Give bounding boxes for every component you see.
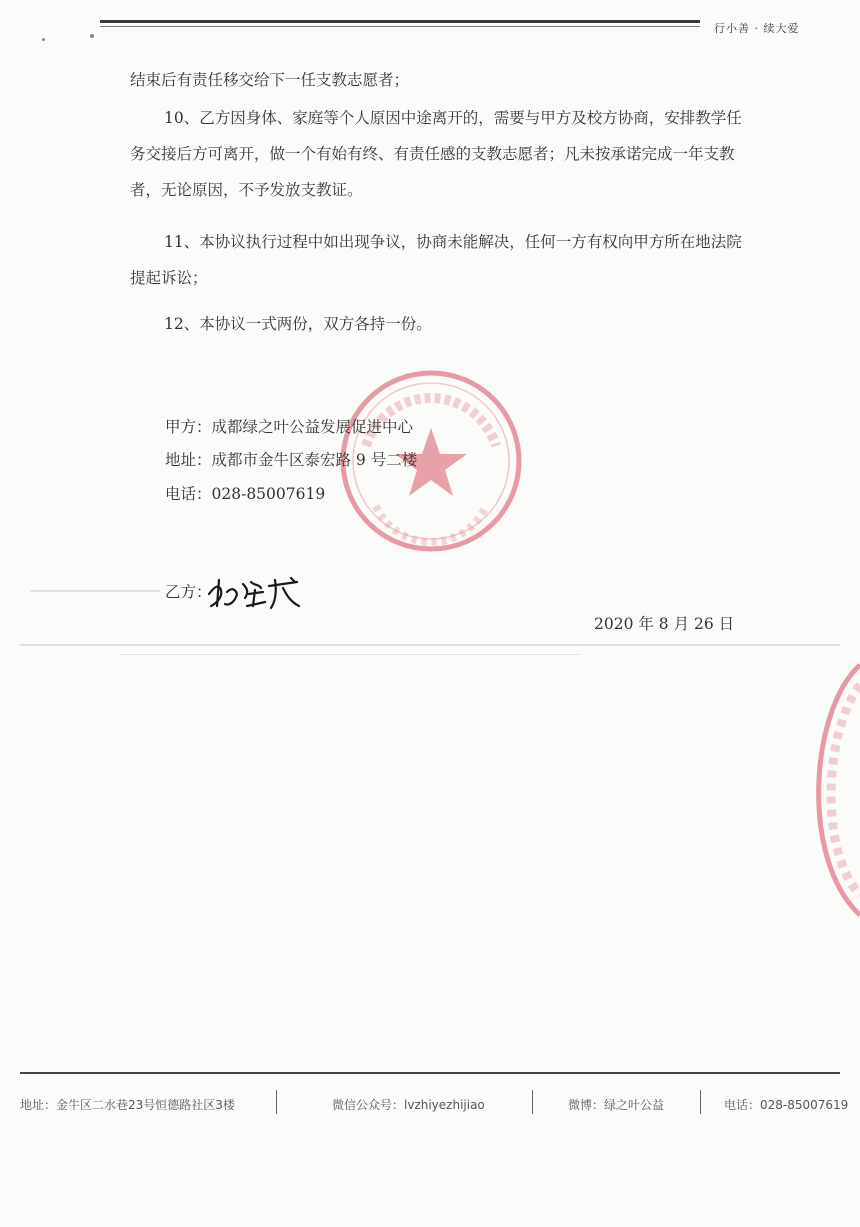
- scan-smudge: [20, 644, 840, 646]
- party-b-handwritten-signature: [205, 572, 305, 612]
- party-a-address: 地址：成都市金牛区泰宏路 9 号二楼: [165, 451, 418, 469]
- clause-12: 12、本协议一式两份，双方各持一份。: [164, 315, 432, 333]
- footer-phone: 电话：028-85007619: [724, 1098, 849, 1112]
- clause-10: 10、乙方因身体、家庭等个人原因中途离开的，需要与甲方及校方协商，安排教学任务交接后方可离开，做一个有始有终、有责任感的支教志愿者；凡未按承诺完成一年支教者，无论原因，不予发放支教证。: [130, 109, 742, 199]
- footer-address: 地址：金牛区二水巷23号恒德路社区3楼: [20, 1098, 235, 1112]
- footer-wechat: 微信公众号：lvzhiyezhijiao: [332, 1098, 485, 1112]
- scan-smudge: [120, 654, 580, 655]
- signing-date: 2020 年 8 月 26 日: [594, 615, 735, 633]
- body-line-1: 结束后有责任移交给下一任支教志愿者；: [130, 71, 410, 89]
- footer-rule: [20, 1072, 840, 1074]
- header-rule: [100, 20, 700, 23]
- header-rule-thin: [100, 26, 700, 27]
- partial-seal-stamp: [790, 660, 860, 920]
- scan-speck: [90, 34, 94, 38]
- header-slogan: 行小善 · 续大爱: [714, 22, 800, 35]
- party-a-name: 甲方：成都绿之叶公益发展促进中心: [165, 418, 414, 436]
- scan-speck: [42, 38, 45, 41]
- clause-11: 11、本协议执行过程中如出现争议，协商未能解决，任何一方有权向甲方所在地法院提起诉讼；: [130, 233, 742, 287]
- scan-smudge: [30, 590, 160, 592]
- party-a-phone: 电话：028-85007619: [165, 485, 326, 503]
- footer-separator: [276, 1090, 277, 1114]
- footer-weibo: 微博：绿之叶公益: [568, 1098, 665, 1112]
- footer-separator: [700, 1090, 701, 1114]
- party-b-label: 乙方：: [165, 583, 212, 601]
- footer-separator: [532, 1090, 533, 1114]
